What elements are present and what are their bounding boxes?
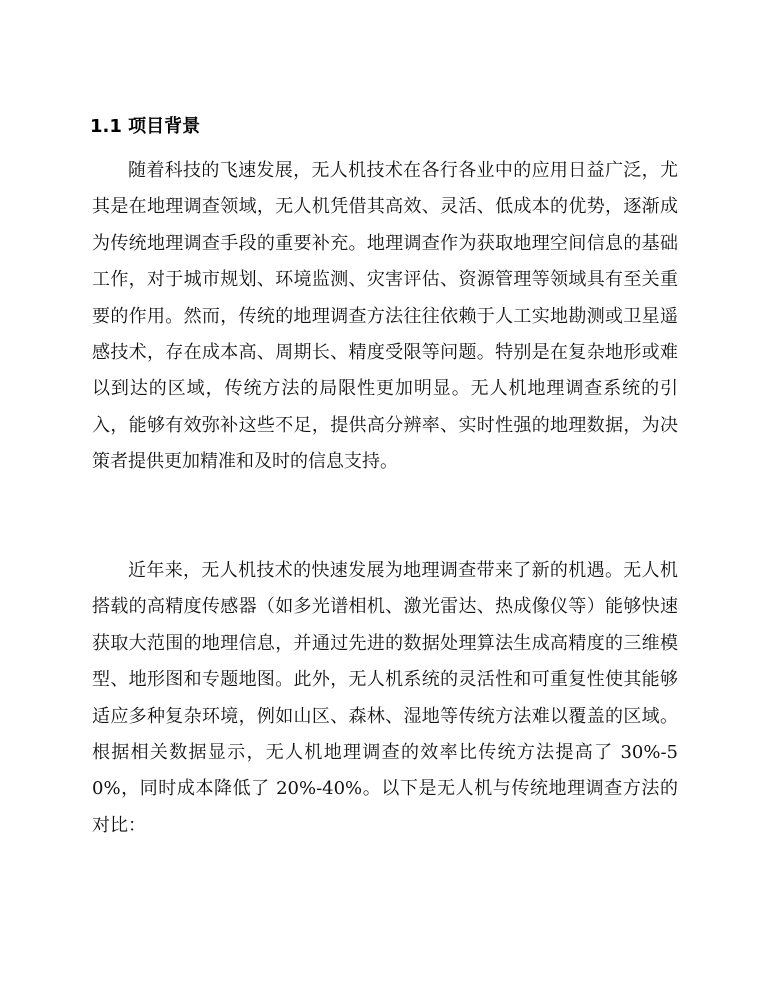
paragraph-recent-development: 近年来，无人机技术的快速发展为地理调查带来了新的机遇。无人机搭载的高精度传感器（如多光谱相机、激光雷达、热成像仪等）能够快速获取大范围的地理信息，并通过先进的数据处理算法生成高精度的三维模型、地形图和专题地图。此外，无人机系统的灵活性和可重复性使其能够适应多种复杂环境，例如山区、森林、湿地等传统方法难以覆盖的区域。根据相关数据显示，无人机地理调查的效率比传统方法提高了 30%-50%，同时成本降低了 20%-40%。以下是无人机与传统地理调查方法的对比：	[92, 560, 678, 836]
paragraph-background: 随着科技的飞速发展，无人机技术在各行各业中的应用日益广泛，尤其是在地理调查领域，无人机凭借其高效、灵活、低成本的优势，逐渐成为传统地理调查手段的重要补充。地理调查作为获取地理空间信息的基础工作，对于城市规划、环境监测、灾害评估、资源管理等领域具有至关重要的作用。然而，传统的地理调查方法往往依赖于人工实地勘测或卫星遥感技术，存在成本高、周期长、精度受限等问题。特别是在复杂地形或难以到达的区域，传统方法的局限性更加明显。无人机地理调查系统的引入，能够有效弥补这些不足，提供高分辨率、实时性强的地理数据，为决策者提供更加精准和及时的信息支持。	[92, 160, 678, 473]
section-heading: 1.1 项目背景	[90, 116, 201, 137]
